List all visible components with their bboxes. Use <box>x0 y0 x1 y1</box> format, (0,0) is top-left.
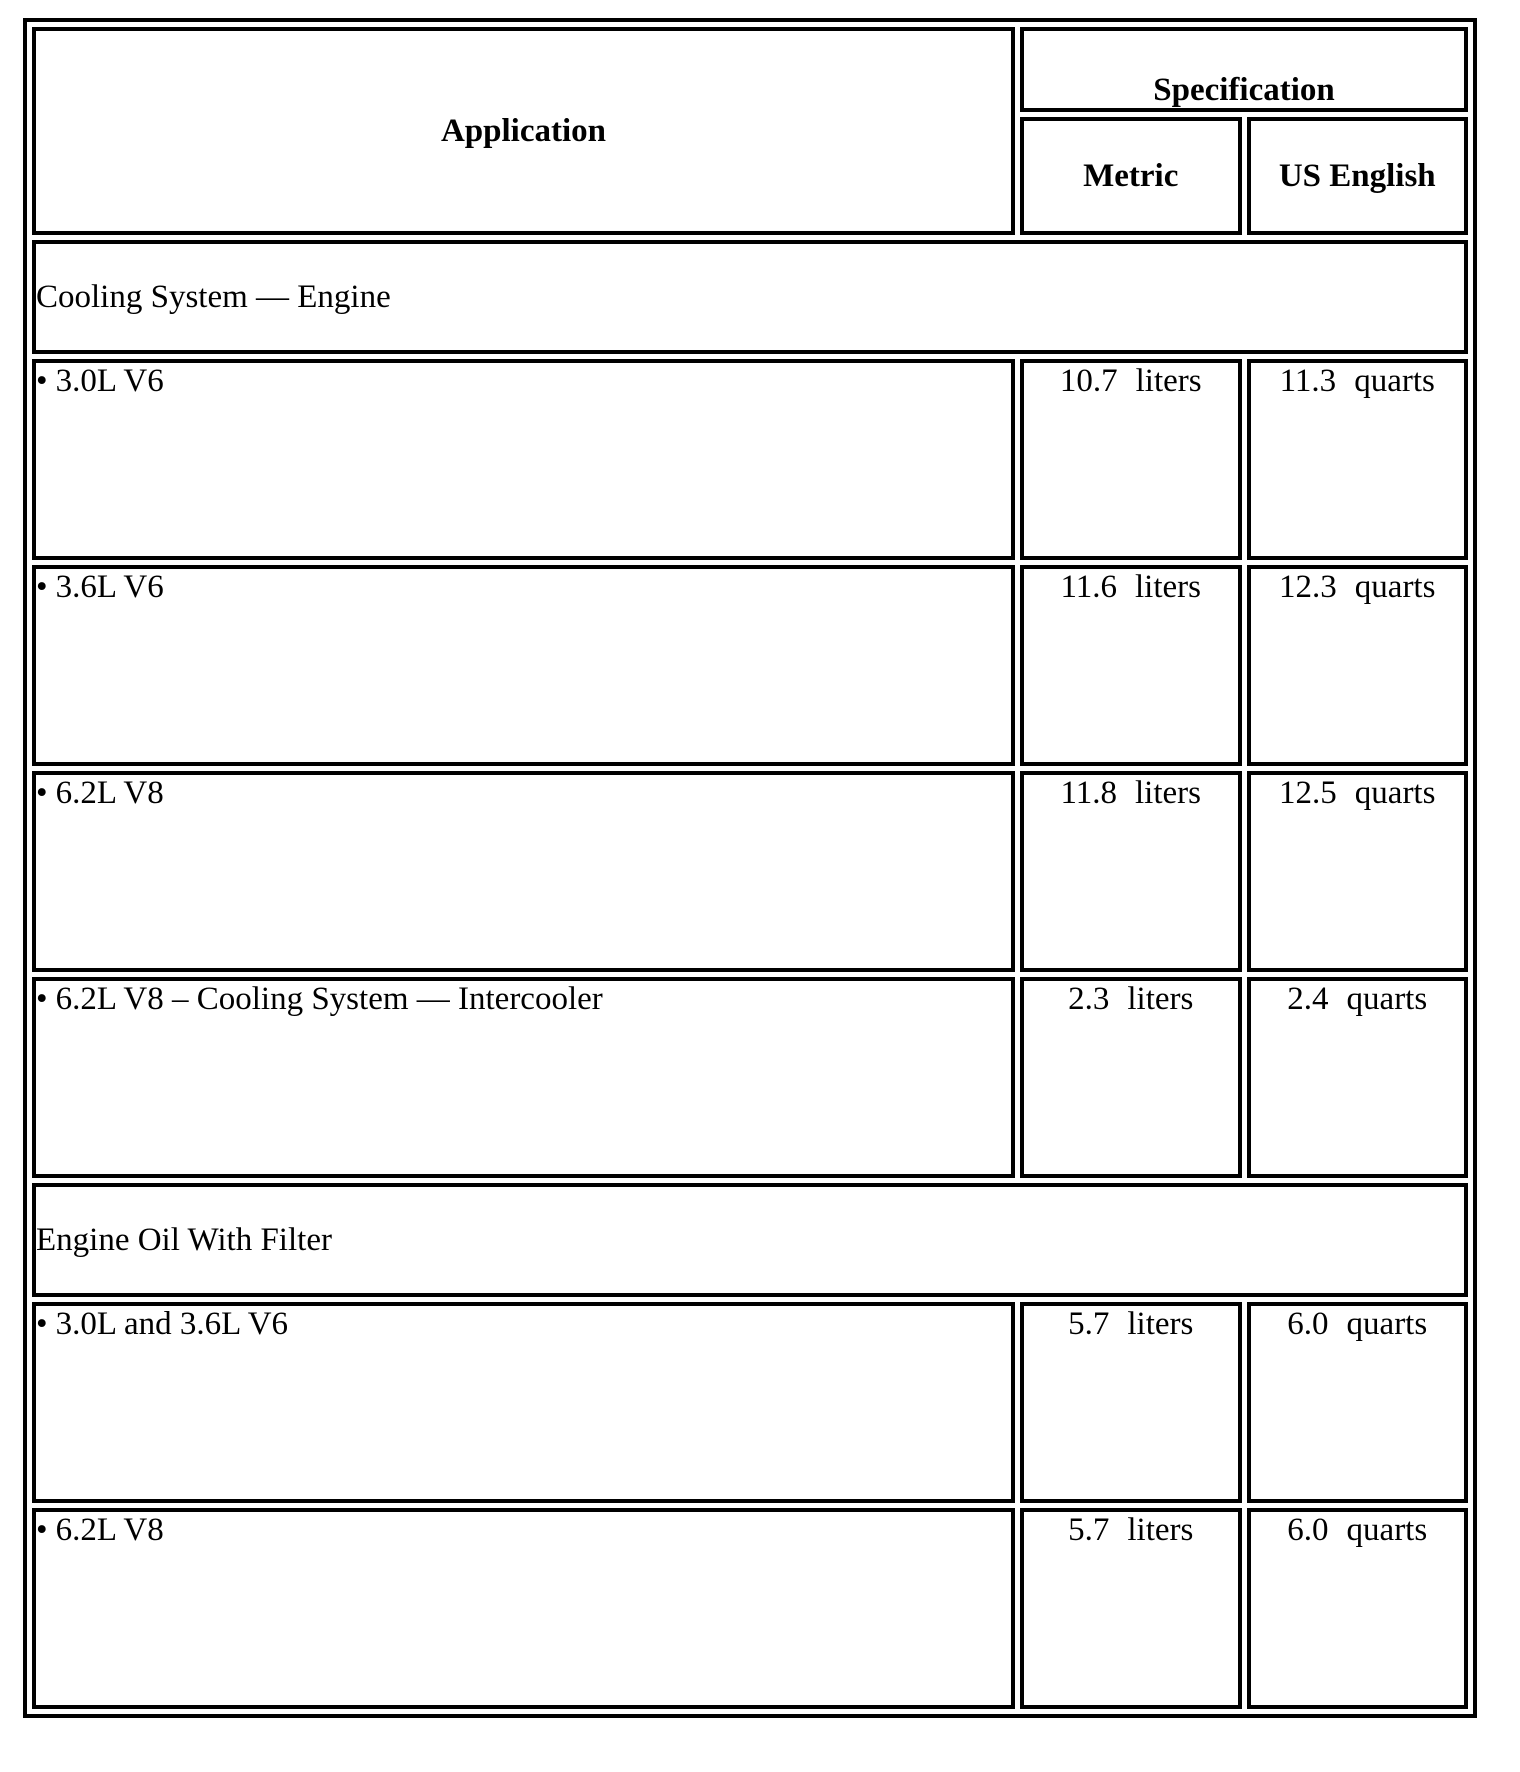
metric-unit: liters <box>1127 1512 1194 1548</box>
us-cell <box>1247 771 1469 972</box>
application-label: 6.2L V8 <box>55 1512 164 1548</box>
metric-value: 10.7 <box>1059 363 1118 399</box>
application-cell <box>32 977 1015 1178</box>
us-value: 2.4 <box>1287 981 1329 1017</box>
application-label: 3.0L V6 <box>55 363 164 399</box>
section-row <box>32 1183 1468 1297</box>
metric-cell <box>1020 977 1242 1178</box>
application-label: 6.2L V8 – Cooling System — Intercooler <box>55 981 603 1017</box>
application-header: Application <box>32 27 1015 235</box>
us-value: 11.3 <box>1279 363 1337 399</box>
metric-cell <box>1020 1302 1242 1503</box>
application-cell <box>32 359 1015 560</box>
application-label: 3.0L and 3.6L V6 <box>55 1306 289 1342</box>
us-cell <box>1247 359 1469 560</box>
application-cell <box>32 1302 1015 1503</box>
us-unit: quarts <box>1346 1512 1428 1548</box>
us-cell <box>1247 1508 1469 1709</box>
application-cell <box>32 1508 1015 1709</box>
table-header <box>32 27 1468 235</box>
metric-cell <box>1020 565 1242 766</box>
us-english-header: US English <box>1247 117 1469 235</box>
us-unit: quarts <box>1346 1306 1428 1342</box>
us-value: 6.0 <box>1287 1512 1329 1548</box>
metric-unit: liters <box>1135 569 1201 605</box>
us-unit: quarts <box>1354 363 1435 399</box>
metric-cell <box>1020 1508 1242 1709</box>
bullet-icon: • <box>36 569 48 605</box>
us-unit: quarts <box>1354 569 1436 605</box>
us-value: 6.0 <box>1287 1306 1329 1342</box>
table-row <box>32 359 1468 560</box>
application-cell <box>32 565 1015 766</box>
us-cell <box>1247 1302 1469 1503</box>
bullet-icon: • <box>36 1306 48 1342</box>
metric-value: 11.8 <box>1060 775 1118 811</box>
application-label: 3.6L V6 <box>55 569 164 605</box>
us-value: 12.3 <box>1279 569 1337 605</box>
metric-cell <box>1020 359 1242 560</box>
section-title: Cooling System — Engine <box>32 240 1468 354</box>
us-cell <box>1247 977 1469 1178</box>
us-value: 12.5 <box>1279 775 1337 811</box>
table-row <box>32 1302 1468 1503</box>
us-cell <box>1247 565 1469 766</box>
metric-value: 5.7 <box>1068 1512 1110 1548</box>
bullet-icon: • <box>36 363 48 399</box>
metric-unit: liters <box>1135 775 1201 811</box>
metric-unit: liters <box>1135 363 1202 399</box>
metric-unit: liters <box>1127 981 1194 1017</box>
application-cell <box>32 771 1015 972</box>
table-row <box>32 565 1468 766</box>
table-row <box>32 771 1468 972</box>
metric-header: Metric <box>1020 117 1242 235</box>
metric-value: 2.3 <box>1068 981 1110 1017</box>
bullet-icon: • <box>36 1512 48 1548</box>
table-row <box>32 977 1468 1178</box>
specification-header: Specification <box>1020 27 1468 112</box>
header-row-top <box>32 27 1468 112</box>
metric-unit: liters <box>1127 1306 1194 1342</box>
capacities-table <box>23 18 1477 1718</box>
us-unit: quarts <box>1346 981 1428 1017</box>
metric-cell <box>1020 771 1242 972</box>
metric-value: 11.6 <box>1060 569 1118 605</box>
metric-value: 5.7 <box>1068 1306 1110 1342</box>
table-body <box>32 240 1468 1709</box>
us-unit: quarts <box>1354 775 1436 811</box>
table-row <box>32 1508 1468 1709</box>
bullet-icon: • <box>36 775 48 811</box>
section-title: Engine Oil With Filter <box>32 1183 1468 1297</box>
bullet-icon: • <box>36 981 48 1017</box>
section-row <box>32 240 1468 354</box>
application-label: 6.2L V8 <box>55 775 164 811</box>
